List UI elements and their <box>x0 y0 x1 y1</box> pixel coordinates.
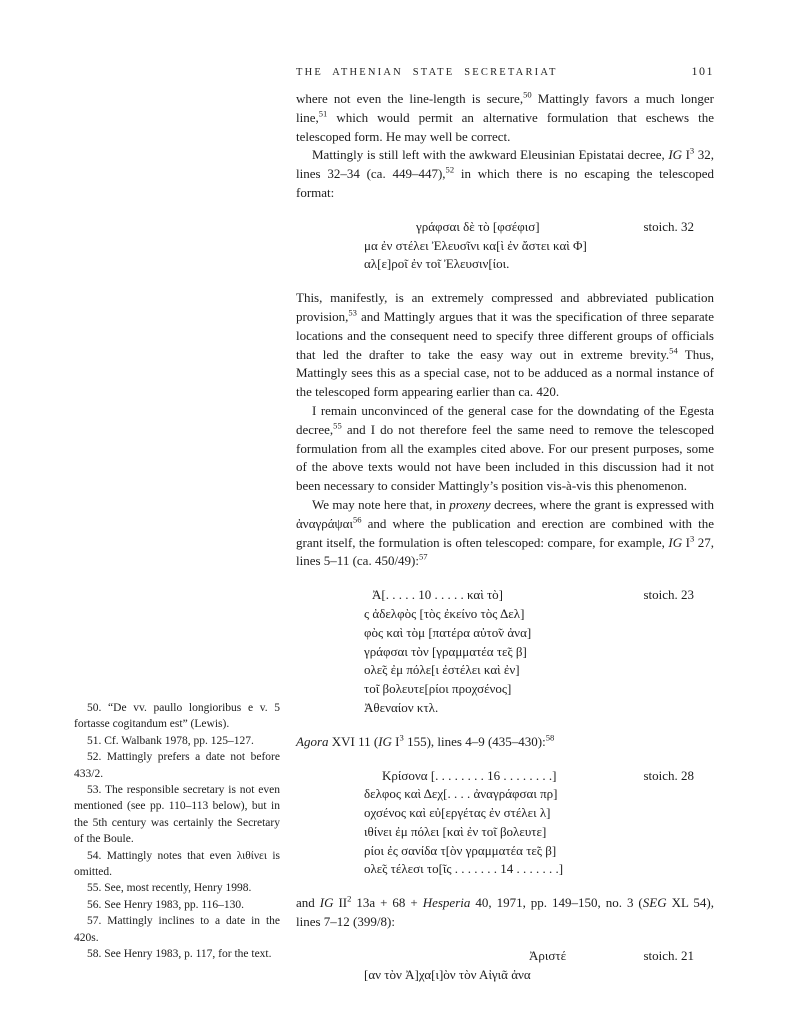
text-segment: 40, 1971, pp. 149–150, no. 3 ( <box>470 895 643 911</box>
text-segment: 13a + 68 + <box>351 895 423 911</box>
greek-quote-line: ς ἀδελφὸς [τὸς ἐκείνο τὸς Δελ] <box>364 605 525 621</box>
greek-quote-line: αλ[ε]ρο̃ι ἐν το̃ι Ἐλευσιν[ίοι. <box>364 256 510 272</box>
text-segment: 53 <box>348 307 357 318</box>
paragraph <box>296 289 714 402</box>
text-segment: which would permit an alternative formulation that eschews the telescoped form. He may well be correct. <box>296 109 714 144</box>
text-segment: This, manifestly, is an extremely compressed and abbreviated publication provision, <box>296 290 714 324</box>
text-segment: 58 <box>545 732 555 743</box>
text-segment: decrees, where the grant is expressed with ἀναγράψαι <box>296 496 714 531</box>
paragraph <box>296 146 714 202</box>
greek-quote-line: Κρίσονα [. . . . . . . . 16 . . . . . . . .] <box>382 767 557 783</box>
text-segment: 51 <box>318 108 328 119</box>
greek-quote-line: το̃ι βολευτε[ρίοι προχσένος] <box>364 681 512 697</box>
footnotes-column <box>74 700 280 963</box>
paragraph <box>296 733 714 752</box>
text-segment: and I do not therefore feel the same need to remove the telescoped formulation from all the examples cited above. For our present purposes, some of the above texts would not have been included in this discussion had it not been necessary to consider Mattingly’s position vis-à-vis this phenomenon. <box>296 421 714 494</box>
greek-quote-line: ολε̃ς τέλεσι το[ῖς . . . . . . . 14 . . . . . . .] <box>364 861 564 877</box>
greek-quote-line: γράφσαι τὸν [γραμματέα τε̃ς β] <box>364 643 527 659</box>
text-segment: and <box>296 895 320 911</box>
footnote: 54. Mattingly notes that even λιθίνει is omitted. <box>74 849 280 879</box>
text-segment: 52 <box>445 164 455 175</box>
greek-quote-line: ολε̃ς ἐμ πόλε[ι ἐστέλει καὶ ἐν] <box>364 662 520 678</box>
greek-quote-line: Ἀθεναίον κτλ. <box>364 699 439 715</box>
text-segment: 3 <box>689 146 695 157</box>
text-segment: IG <box>378 733 392 749</box>
greek-quote-line: ρίοι ἐς σανίδα τ[ὸν γραμματέα τε̃ς β] <box>364 842 557 858</box>
stoich-label: stoich. 21 <box>643 947 694 963</box>
text-segment: 54 <box>669 345 678 356</box>
text-segment: I remain unconvinced of the general case for the downdating of the Egesta decree, <box>296 402 714 437</box>
page-number: 101 <box>691 64 714 78</box>
text-segment: I <box>391 733 400 749</box>
text-segment: II <box>333 895 348 911</box>
stoich-label: stoich. 32 <box>643 218 694 234</box>
footnote: 57. Mattingly inclines to a date in the 420s. <box>74 915 280 944</box>
text-segment: I <box>682 147 690 163</box>
text-segment: 55 <box>333 420 342 431</box>
footnote: 51. Cf. Walbank 1978, pp. 125–127. <box>87 734 254 747</box>
footnote: 52. Mattingly prefers a date not before 433/2. <box>74 751 280 780</box>
greek-quote-line: δελφος καὶ Δεχ[. . . . ἀναγράφσαι πρ] <box>364 786 558 802</box>
greek-quote-line: μα ἐν στέλει Ἐλευσῖνι κα[ὶ ἐν ἄστει καὶ Φ] <box>364 237 587 253</box>
paragraph <box>296 402 714 496</box>
paragraph <box>296 894 714 932</box>
greek-quote-line: οχσένος καὶ εὐ[εργέτας ἐν στέλει λ] <box>364 805 551 821</box>
greek-quote <box>296 586 714 718</box>
greek-quote-line: ιθίνει ἐμ πόλει [καὶ ἐν το̃ι βολευτε] <box>364 823 547 839</box>
text-segment: Mattingly is still left with the awkward Eleusinian Epistatai decree, <box>312 147 669 163</box>
text-segment: proxeny <box>449 496 491 512</box>
greek-quote-line: Ἀ[. . . . . 10 . . . . . καὶ τὸ] <box>372 587 504 603</box>
paragraph <box>296 496 714 571</box>
footnote: 55. See, most recently, Henry 1998. <box>87 882 252 895</box>
greek-quote-line: γράφσαι δὲ τὸ [φσέφισ] <box>416 218 540 234</box>
running-title: THE ATHENIAN STATE SECRETARIAT <box>296 67 558 78</box>
text-segment: 57 <box>419 552 428 562</box>
text-segment: IG <box>319 895 334 911</box>
text-segment: 155), lines 4–9 (435–430): <box>403 733 546 749</box>
greek-quote-line: Ἀριστέ <box>529 947 567 963</box>
text-segment: Agora <box>296 733 329 749</box>
text-segment: 3 <box>399 732 404 743</box>
main-text-column <box>296 90 714 999</box>
text-segment: 2 <box>347 893 352 904</box>
greek-quote <box>296 767 714 880</box>
text-segment: and where the publication and erection are combined with the grant itself, the formulation is often telescoped: compare, for example, <box>296 515 714 550</box>
text-segment: in which there is no escaping the telescoped format: <box>296 166 714 200</box>
greek-quote-line: φὸς καὶ τὸμ [πατέρα αὐτο̃ν ἀνα] <box>364 624 532 640</box>
greek-quote-lines <box>364 586 714 718</box>
footnote: 50. “De vv. paullo longioribus e v. 5 fortasse cogitandum est” (Lewis). <box>74 702 280 731</box>
text-segment: IG <box>668 147 683 163</box>
text-segment: We may note here that, in <box>312 496 450 512</box>
text-segment: IG <box>668 534 683 550</box>
text-segment: Mattingly favors a much longer line, <box>296 91 714 125</box>
stoich-label: stoich. 28 <box>643 767 694 783</box>
text-segment: 3 <box>689 533 695 544</box>
greek-quote <box>296 218 714 274</box>
text-segment: 56 <box>353 514 362 525</box>
text-segment: Hesperia <box>422 895 471 911</box>
footnote: 56. See Henry 1983, pp. 116–130. <box>87 898 245 911</box>
running-head <box>296 64 714 79</box>
stoich-label: stoich. 23 <box>643 587 694 603</box>
text-segment: 27, lines 5–11 (ca. 450/49): <box>296 534 715 569</box>
text-segment: where not even the line-length is secure, <box>296 91 524 106</box>
text-segment: 50 <box>523 89 532 100</box>
greek-quote-line: [αν τὸν Ἀ]χα[ι]ὸν τὸν Αἰγιᾶ ἀνα <box>364 966 531 982</box>
footnote: 53. The responsible secretary is not even mentioned (see pp. 110–113 below), but in the 5th century was certainly the Secretary of the Boule. <box>74 784 280 846</box>
text-segment: XL 54), lines 7–12 (399/8): <box>296 895 714 930</box>
greek-quote <box>296 947 714 985</box>
text-segment: Thus, Mattingly sees this as a special case, not to be adduced as a normal instance of the telescoped form appearing earlier than ca. 420. <box>296 346 715 400</box>
text-segment: 32, lines 32–34 (ca. 449–447), <box>296 147 715 182</box>
text-segment: XVI 11 ( <box>328 733 379 749</box>
footnote: 58. See Henry 1983, p. 117, for the text. <box>87 948 272 961</box>
text-segment: SEG <box>642 895 667 911</box>
text-segment: and Mattingly argues that it was the specification of three separate locations and the consequent need to specify three different groups of officials that led the drafter to take the easy way out in extreme brevity. <box>296 308 714 362</box>
text-segment: I <box>682 534 690 550</box>
paragraph <box>296 90 714 146</box>
